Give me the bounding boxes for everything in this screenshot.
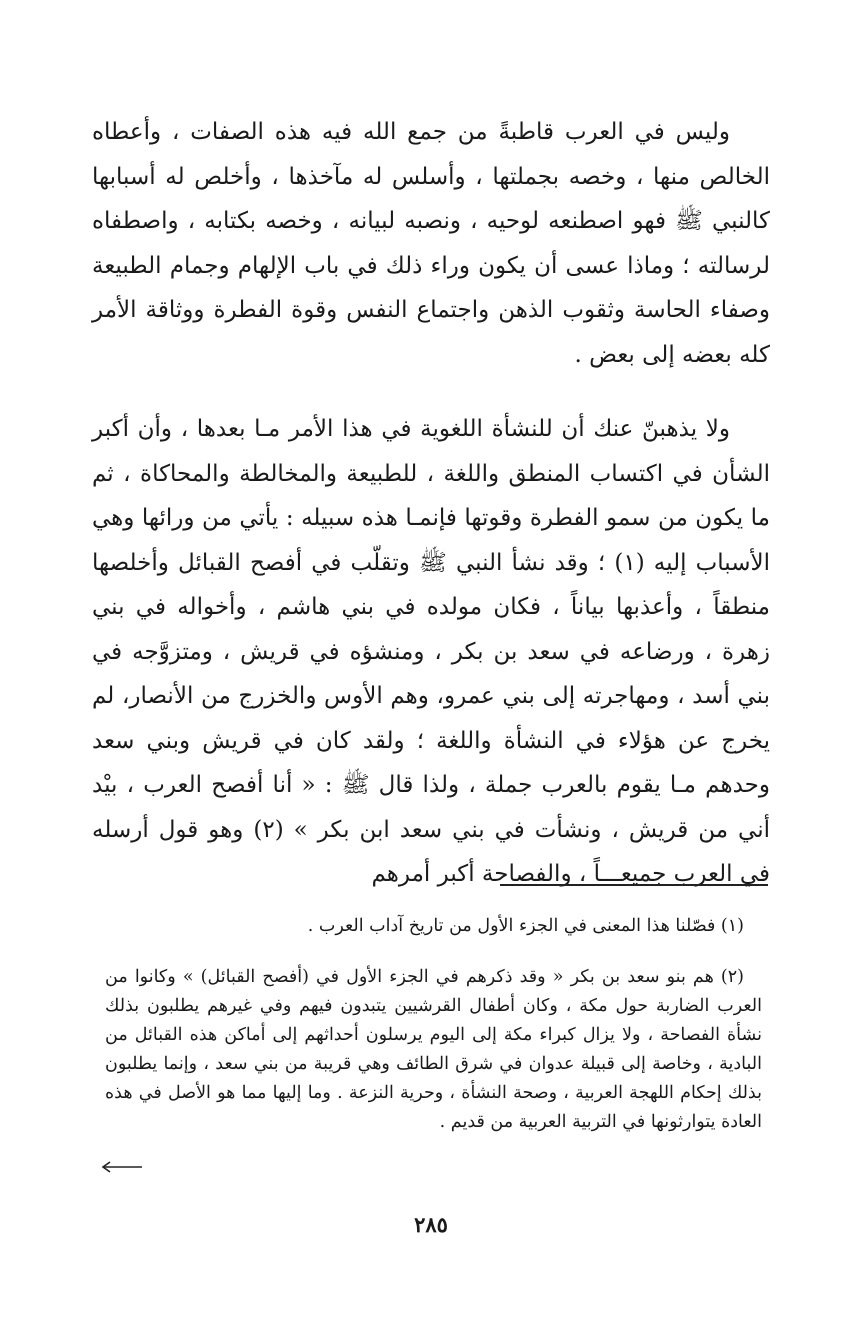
paragraph-1: وليس في العرب قاطبةً من جمع الله فيه هذه الصفات ، وأعطاه الخالص منها ، وخصه بجملتها ، وأسلس له مآخذها ، وأخلص له أسبابها كالنبي ﷺ فهو اصطنعه لوحيه ، ونصبه لبيانه ، وخصه بكتابه ، واصطفاه لرسالته ؛ وماذا عسى أن يكون وراء ذلك في باب الإلهام وجمام الطبيعة وصفاء الحاسة وثقوب الذهن واجتماع النفس وقوة الفطرة ووثاقة الأمر كله بعضه إلى بعض . <box>92 119 770 368</box>
footnote-1: (١) فصّلنا هذا المعنى في الجزء الأول من تاريخ آداب العرب . <box>307 916 744 936</box>
footnote-separator-rule <box>500 884 768 886</box>
paragraph-2: ولا يذهبنّ عنك أن للنشأة اللغوية في هذا الأمر مـا بعدها ، وأن أكبر الشأن في اكتساب المنطق واللغة ، للطبيعة والمخالطة والمحاكاة ، ثم ما يكون من سمو الفطرة وقوتها فإنمـا هذه سبيله : يأتي من ورائها وهي الأسباب إليه (١) ؛ وقد نشأ النبي ﷺ وتقلّب في أفصح القبائل وأخلصها منطقاً ، وأعذبها بياناً ، فكان مولده في بني هاشم ، وأخواله في بني زهرة ، ورضاعه في سعد بن بكر ، ومنشؤه في قريش ، ومتزوَّجه في بني أسد ، ومهاجرته إلى بني عمرو، وهم الأوس والخزرج من الأنصار، لم يخرج عن هؤلاء في النشأة واللغة ؛ ولقد كان في قريش وبني سعد وحدهم مـا يقوم بالعرب جملة ، ولذا قال ﷺ : « أنا أفصح العرب ، بيْد أني من قريش ، ونشأت في بني سعد ابن بكر » (٢) وهو قول أرسله في العرب جميعـــاً ، والفصاحة أكبر أمرهم <box>92 416 770 887</box>
main-text-block <box>92 110 770 897</box>
page-number: ٢٨٥ <box>414 1212 448 1237</box>
arrow-left-icon <box>100 1160 144 1174</box>
footnote-2: (٢) هم بنو سعد بن بكر « وقد ذكرهم في الجزء الأول في (أفصح القبائل) » وكانوا من العرب الضاربة حول مكة ، وكان أطفال القرشيين يتبدون فيهم وفي غيرهم يطلبون بذلك نشأة الفصاحة ، ولا يزال كبراء مكة إلى اليوم يرسلون أحداثهم إلى أماكن هذه القبائل من البادية ، وخاصة إلى قبيلة عدوان في شرق الطائف وهي قريبة من بني سعد ، وإنما يطلبون بذلك إحكام اللهجة العربية ، وصحة النشأة ، وحرية النزعة . وما إليها مما هو الأصل في هذه العادة يتوارثونها في التربية العربية من قديم . <box>105 967 762 1132</box>
footnotes-block <box>105 912 762 1137</box>
